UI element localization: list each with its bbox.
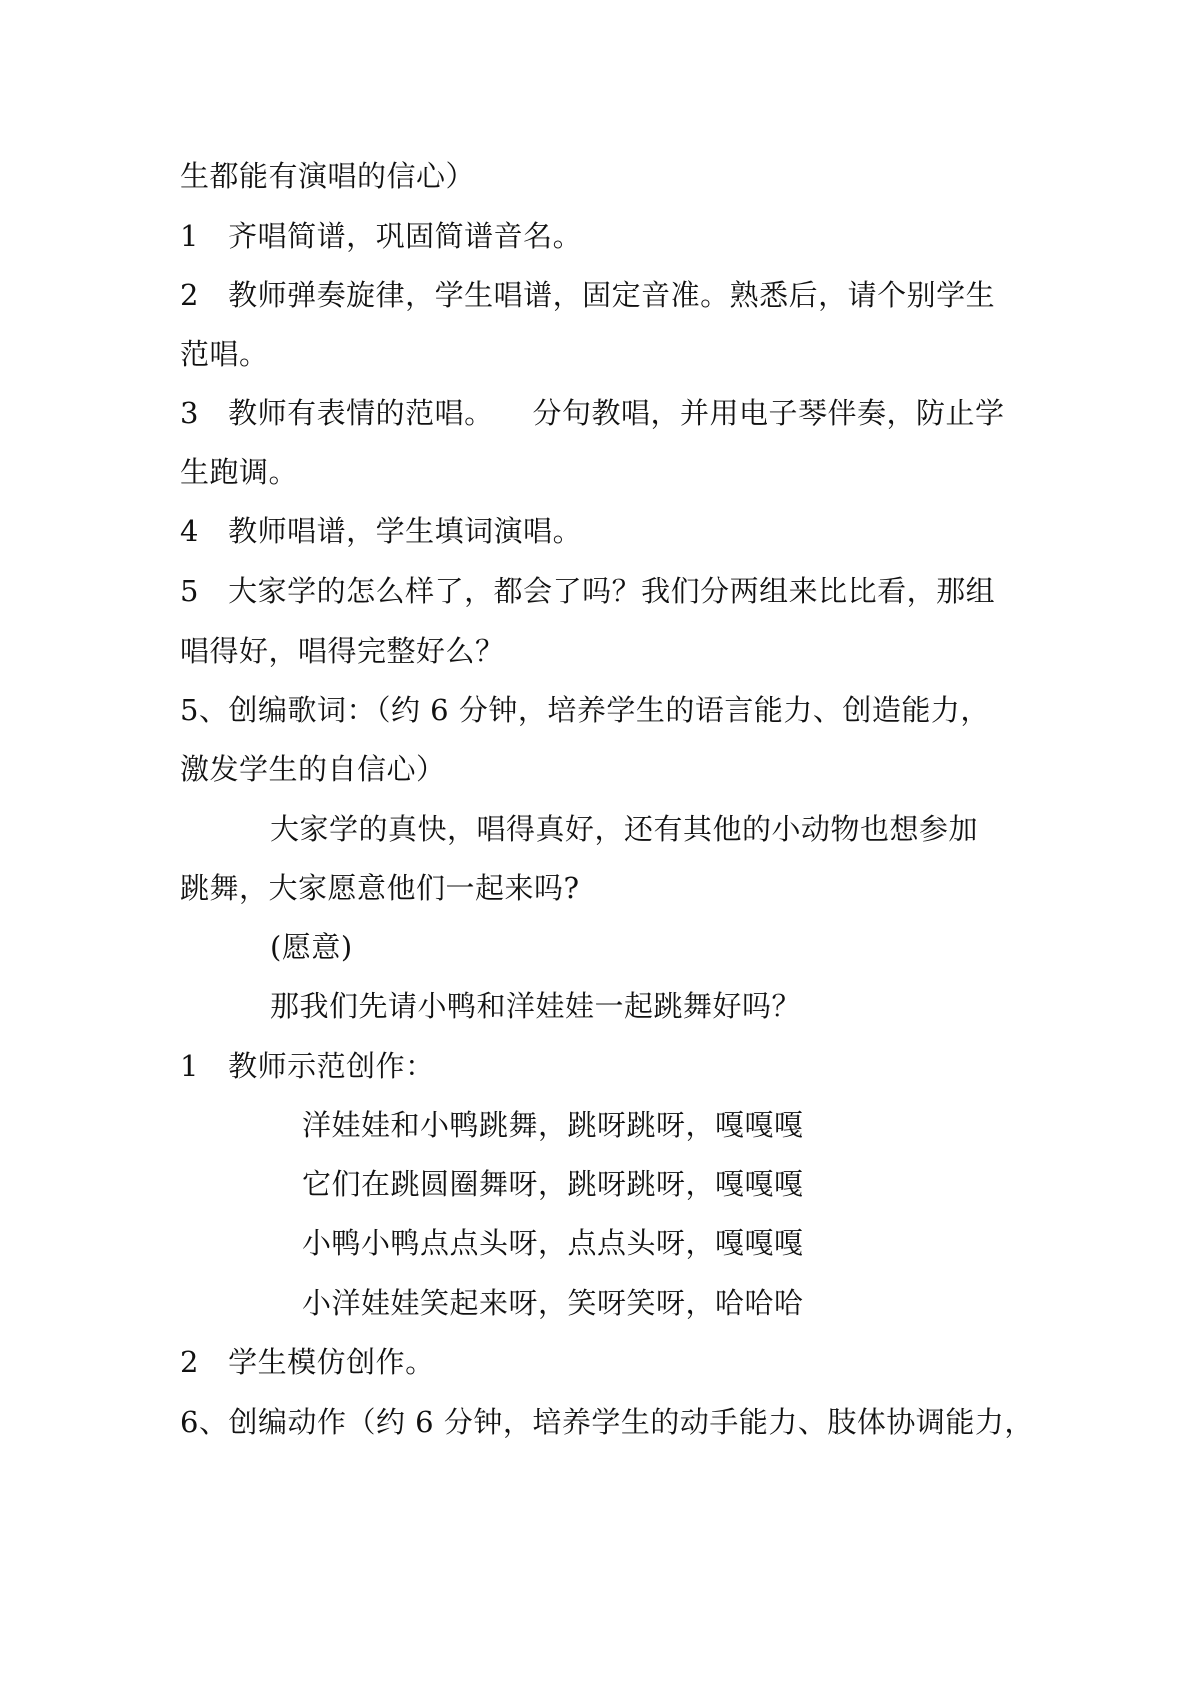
text-line-7: 4 教师唱谱，学生填词演唱。 <box>180 514 583 548</box>
text-line-21: 2 学生模仿创作。 <box>180 1345 435 1379</box>
text-line-1: 生都能有演唱的信心） <box>180 159 476 193</box>
text-line-22: 6、创编动作（约 6 分钟，培养学生的动手能力、肢体协调能力， <box>180 1405 1034 1439</box>
text-line-10: 5、创编歌词：（约 6 分钟，培养学生的语言能力、创造能力， <box>180 693 990 727</box>
text-line-5: 3 教师有表情的范唱。 分句教唱，并用电子琴伴奏，防止学 <box>180 396 1005 430</box>
text-line-6: 生跑调。 <box>180 455 299 489</box>
text-line-18: 它们在跳圆圈舞呀，跳呀跳呀，嘎嘎嘎 <box>302 1167 804 1201</box>
text-line-20: 小洋娃娃笑起来呀，笑呀笑呀，哈哈哈 <box>302 1286 804 1320</box>
text-line-16: 1 教师示范创作： <box>180 1049 435 1083</box>
text-line-4: 范唱。 <box>180 337 269 371</box>
text-line-19: 小鸭小鸭点点头呀，点点头呀，嘎嘎嘎 <box>302 1226 804 1260</box>
text-line-17: 洋娃娃和小鸭跳舞，跳呀跳呀，嘎嘎嘎 <box>302 1108 804 1142</box>
text-line-2: 1 齐唱简谱，巩固简谱音名。 <box>180 219 583 253</box>
text-line-9: 唱得好，唱得完整好么？ <box>180 634 505 668</box>
text-line-8: 5 大家学的怎么样了，都会了吗？我们分两组来比比看，那组 <box>180 574 996 608</box>
text-line-12: 大家学的真快，唱得真好，还有其他的小动物也想参加 <box>270 812 979 846</box>
text-line-14: (愿意) <box>270 930 353 964</box>
text-line-3: 2 教师弹奏旋律，学生唱谱，固定音准。熟悉后，请个别学生 <box>180 278 996 312</box>
text-line-15: 那我们先请小鸭和洋娃娃一起跳舞好吗？ <box>270 989 802 1023</box>
text-line-13: 跳舞，大家愿意他们一起来吗? <box>180 871 580 905</box>
text-line-11: 激发学生的自信心） <box>180 752 446 786</box>
